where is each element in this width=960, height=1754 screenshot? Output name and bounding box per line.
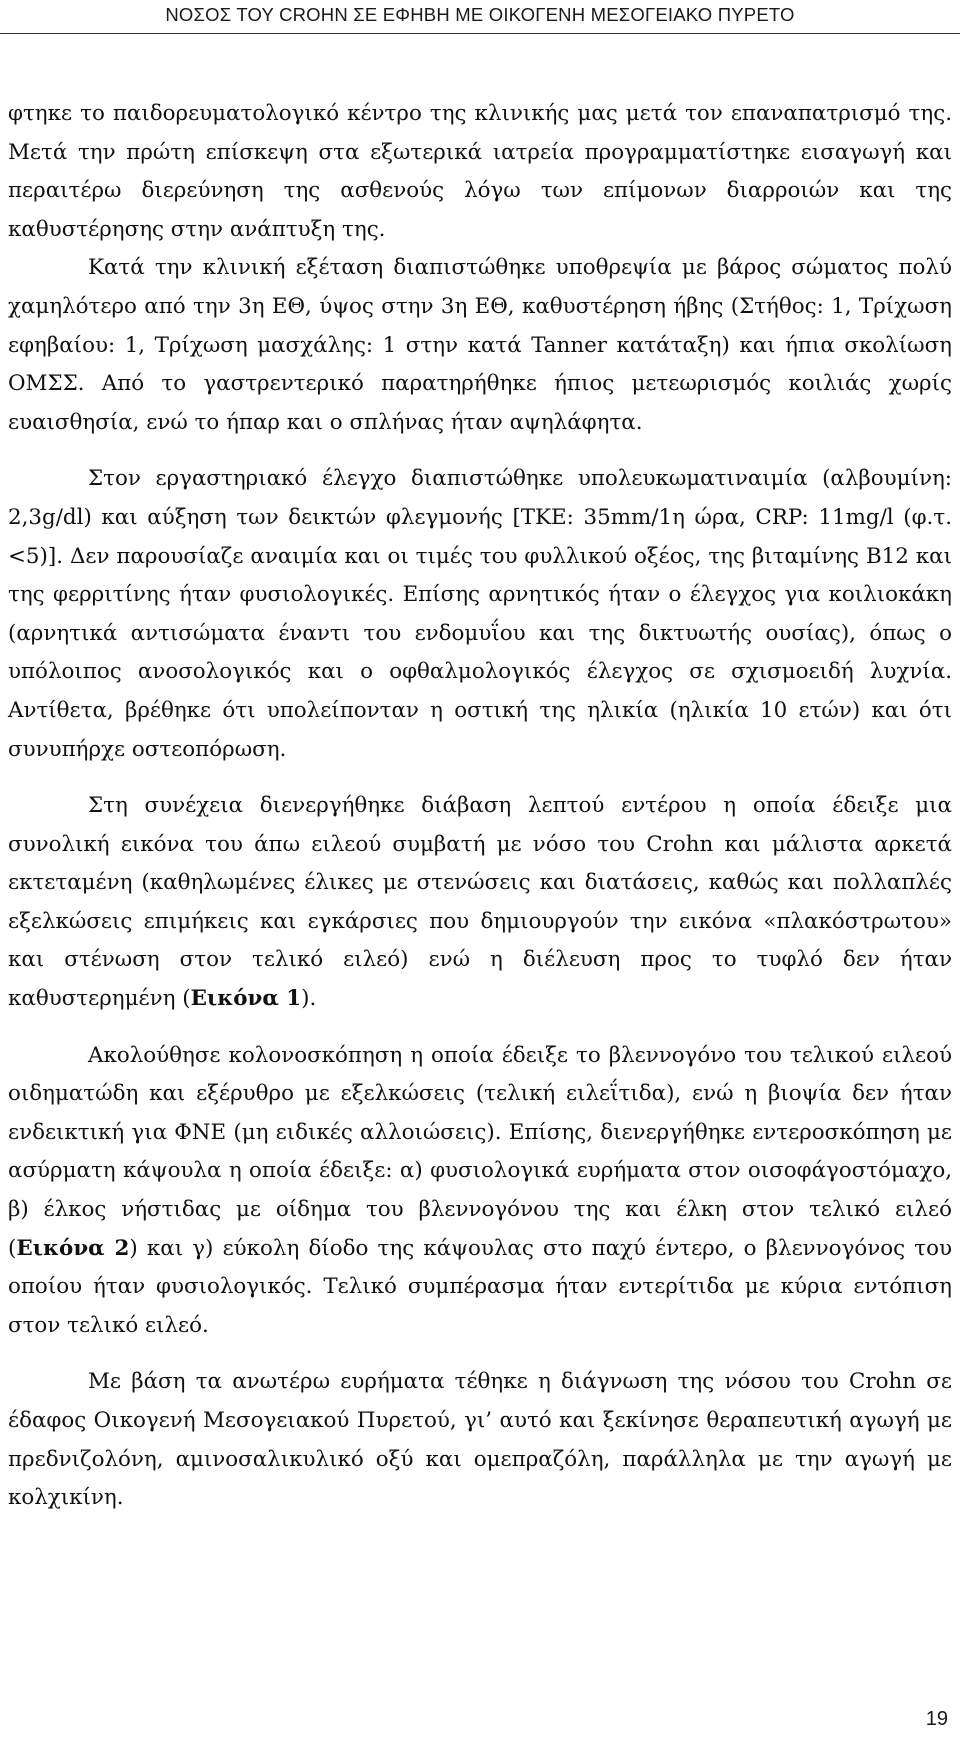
paragraph-lab-tests: Στον εργαστηριακό έλεγχο διαπιστώθηκε υπολευκωματιναιμία (αλβουμίνη: 2,3g/dl) και αύξηση των δεικτών φλεγμονής [ΤΚΕ: 35mm/1η ώρα, CRP: 11mg/l (φ.τ.<5)]. Δεν παρουσίαζε αναιμία και οι τιμές του φυλλικού οξέος, της βιταμίνης Β12 και της φερριτίνης ήταν φυσιολογικές. Επίσης αρνητικός ήταν ο έλεγχος για κοιλιοκάκη (αρνητικά αντισώματα έναντι του ενδομυΐου και της δικτυωτής ουσίας), όπως ο υπόλοιπος ανοσολογικός και ο οφθαλμολογικός έλεγχος σε σχισμοειδή λυχνία. Αντίθετα, βρέθηκε ότι υπολείπονταν η οστική της ηλικία (ηλικία 10 ετών) και ότι συνυπήρχε οστεοπόρωση. bbox=[8, 466, 952, 762]
article-body bbox=[8, 95, 952, 1518]
paragraph-text: ) και γ) εύκολη δίοδο της κάψουλας στο παχύ έντερο, ο βλεννογόνος του οποίου ήταν φυσιολογικός. Τελικό συμπέρασμα ήταν εντερίτιδα με κύρια εντόπιση στον τελικό ειλεό. bbox=[8, 1235, 952, 1338]
paragraph-continuation: φτηκε το παιδορευματολογικό κέντρο της κλινικής μας μετά τον επαναπατρισμό της. Μετά την πρώτη επίσκεψη στα εξωτερικά ιατρεία προγραμματίστηκε εισαγωγή και περαιτέρω διερεύνηση της ασθενούς λόγω των επίμονων διαρροιών και της καθυστέρησης στην ανάπτυξη της. bbox=[8, 101, 952, 242]
paragraph-colonoscopy bbox=[8, 1037, 952, 1346]
paragraph-small-bowel-study bbox=[8, 787, 952, 1019]
paragraph-clinical-exam: Κατά την κλινική εξέταση διαπιστώθηκε υποθρεψία με βάρος σώματος πολύ χαμηλότερο από την 3η ΕΘ, ύψος στην 3η ΕΘ, καθυστέρηση ήβης (Στήθος: 1, Τρίχωση εφηβαίου: 1, Τρίχωση μασχάλης: 1 στην κατά Tanner κατάταξη) και ήπια σκολίωση ΟΜΣΣ. Από το γαστρεντερικό παρατηρήθηκε ήπιος μετεωρισμός κοιλιάς χωρίς ευαισθησία, ενώ το ήπαρ και ο σπλήνας ήταν αψηλάφητα. bbox=[8, 255, 952, 435]
paragraph-text: Ακολούθησε κολονοσκόπηση η οποία έδειξε το βλεννογόνο του τελικού ειλεού οιδηματώδη και εξέρυθρο με εξελκώσεις (τελική ειλεΐτιδα), ενώ η βιοψία δεν ήταν ενδεικτική για ΦΝΕ (μη ειδικές αλλοιώσεις). Επίσης, διενεργήθηκε εντεροσκόπηση με ασύρματη κάψουλα η οποία έδειξε: α) φυσιολογικά ευρήματα στον οισοφάγοστόμαχο, β) έλκος νήστιδας με οίδημα του βλεννογόνου της και έλκη στον τελικό ειλεό ( bbox=[8, 1042, 952, 1261]
page-number: 19 bbox=[925, 1708, 948, 1730]
paragraph-text: Στη συνέχεια διενεργήθηκε διάβαση λεπτού εντέρου η οποία έδειξε μια συνολική εικόνα του άπω ειλεού συμβατή με νόσο του Crohn και μάλιστα αρκετά εκτεταμένη (καθηλωμένες έλικες με στενώσεις και διατάσεις, καθώς και πολλαπλές εξελκώσεις επιμήκεις και εγκάρσιες που δημιουργούν την εικόνα «πλακόστρωτου» και στένωση στον τελικό ειλεό) ενώ η διέλευση προς το τυφλό δεν ήταν καθυστερημένη ( bbox=[8, 793, 952, 1012]
paragraph-diagnosis: Με βάση τα ανωτέρω ευρήματα τέθηκε η διάγνωση της νόσου του Crohn σε έδαφος Οικογενή Μεσογειακού Πυρετού, γι’ αυτό και ξεκίνησε θεραπευτική αγωγή με πρεδνιζολόνη, αμινοσαλικυλικό οξύ και ομεπραζόλη, παράλληλα με την αγωγή με κολχικίνη. bbox=[8, 1369, 952, 1511]
figure-reference-1: Εικόνα 1 bbox=[190, 986, 302, 1012]
figure-reference-2: Εικόνα 2 bbox=[16, 1235, 130, 1261]
running-header: ΝΟΣΟΣ ΤΟΥ CROHN ΣΕ ΕΦΗΒΗ ΜΕ ΟΙΚΟΓΕΝΗ ΜΕΣΟΓΕΙΑΚΟ ΠΥΡΕΤΟ bbox=[165, 4, 795, 25]
paragraph-text: ). bbox=[301, 986, 317, 1012]
header-divider bbox=[0, 33, 960, 34]
